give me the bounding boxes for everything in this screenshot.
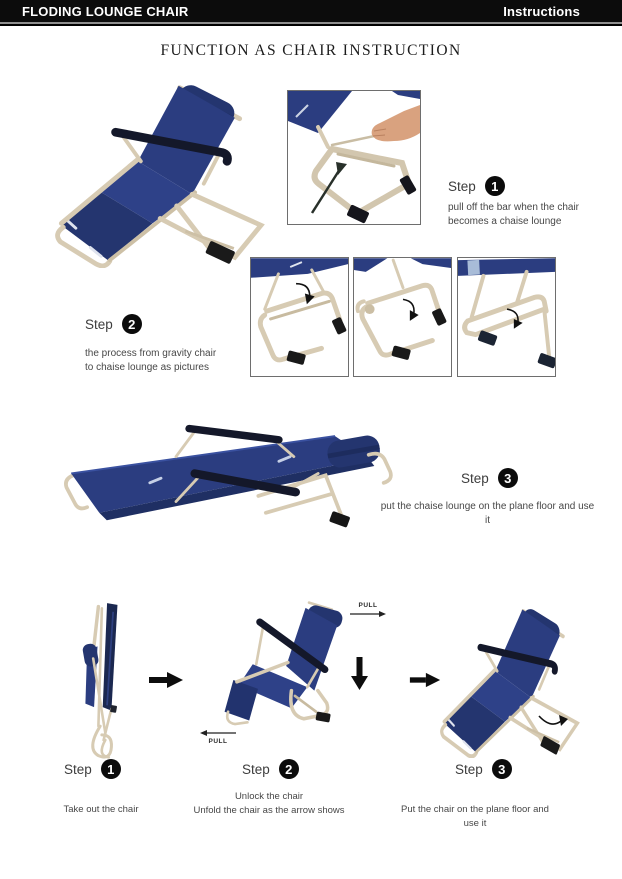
step-label: Step bbox=[85, 316, 113, 332]
step-number-badge: 1 bbox=[101, 759, 121, 779]
step2-caption bbox=[85, 347, 216, 374]
caption-line: to chaise lounge as pictures bbox=[85, 361, 209, 373]
pull-arrow-left-icon bbox=[200, 729, 236, 737]
arrow-down-icon bbox=[351, 657, 368, 691]
product-title: FLODING LOUNGE CHAIR bbox=[22, 3, 189, 19]
caption-line: Unlock the chair bbox=[234, 791, 304, 802]
pull-bar-detail-art bbox=[288, 91, 420, 224]
step1-caption bbox=[448, 201, 579, 228]
step3-caption bbox=[380, 500, 595, 527]
caption-line: the process from gravity chair bbox=[85, 348, 217, 359]
step1-heading bbox=[448, 176, 505, 196]
caption-line: pull off the bar when the chair bbox=[448, 202, 580, 213]
unfolded-chair-photo bbox=[430, 600, 598, 758]
pull-callout-top bbox=[348, 602, 388, 618]
fold-step-photo-1 bbox=[250, 257, 349, 377]
step3-heading bbox=[461, 468, 518, 488]
caption-line: Take out the chair bbox=[63, 804, 139, 815]
pull-bar-detail-photo bbox=[287, 90, 421, 225]
caption-line: becomes a chaise lounge bbox=[448, 215, 562, 227]
instructions-label: Instructions bbox=[503, 3, 580, 19]
chaise-lounge-photo bbox=[56, 408, 412, 553]
rotate-arrow-icon bbox=[403, 299, 419, 321]
page-title: FUNCTION AS CHAIR INSTRUCTION bbox=[160, 42, 462, 59]
caption-line: put the chaise lounge on the plane floor and use it bbox=[380, 501, 595, 526]
unfold-step2-caption bbox=[189, 790, 349, 817]
step-label: Step bbox=[448, 178, 476, 194]
caption-line: Put the chair on the plane floor and use it bbox=[401, 804, 549, 829]
half-unfolded-chair-photo bbox=[214, 599, 346, 740]
step-label: Step bbox=[242, 761, 270, 777]
caption-line: Unfold the chair as the arrow shows bbox=[193, 804, 345, 816]
step-number-badge: 3 bbox=[498, 468, 518, 488]
pull-arrow-right-icon bbox=[350, 610, 386, 618]
fold-direction-arrow-icon bbox=[536, 712, 570, 732]
step-label: Step bbox=[64, 761, 92, 777]
step2-heading bbox=[85, 314, 142, 334]
fold-step-art-2 bbox=[354, 258, 451, 376]
step-number-badge: 3 bbox=[492, 759, 512, 779]
unfold-step1-caption bbox=[41, 803, 161, 817]
unfold-step2-heading bbox=[242, 759, 299, 779]
step-number-badge: 2 bbox=[122, 314, 142, 334]
unfold-step1-heading bbox=[64, 759, 121, 779]
step-number-badge: 1 bbox=[485, 176, 505, 196]
pull-callout-bottom bbox=[198, 729, 238, 745]
fold-step-photo-3 bbox=[457, 257, 556, 377]
pull-label: PULL bbox=[358, 602, 378, 609]
header-bar bbox=[0, 0, 622, 26]
arrow-right-icon bbox=[149, 671, 183, 689]
fold-step-art-1 bbox=[251, 258, 348, 376]
unfold-step3-caption bbox=[395, 803, 555, 830]
lounge-chair-photo bbox=[40, 74, 292, 268]
fold-step-art-3 bbox=[458, 258, 555, 376]
pull-label: PULL bbox=[208, 738, 228, 745]
folded-chair-photo bbox=[62, 596, 140, 761]
step-number-badge: 2 bbox=[279, 759, 299, 779]
step-label: Step bbox=[455, 761, 483, 777]
unfold-step3-heading bbox=[455, 759, 512, 779]
step-label: Step bbox=[461, 470, 489, 486]
fold-step-photo-2 bbox=[353, 257, 452, 377]
